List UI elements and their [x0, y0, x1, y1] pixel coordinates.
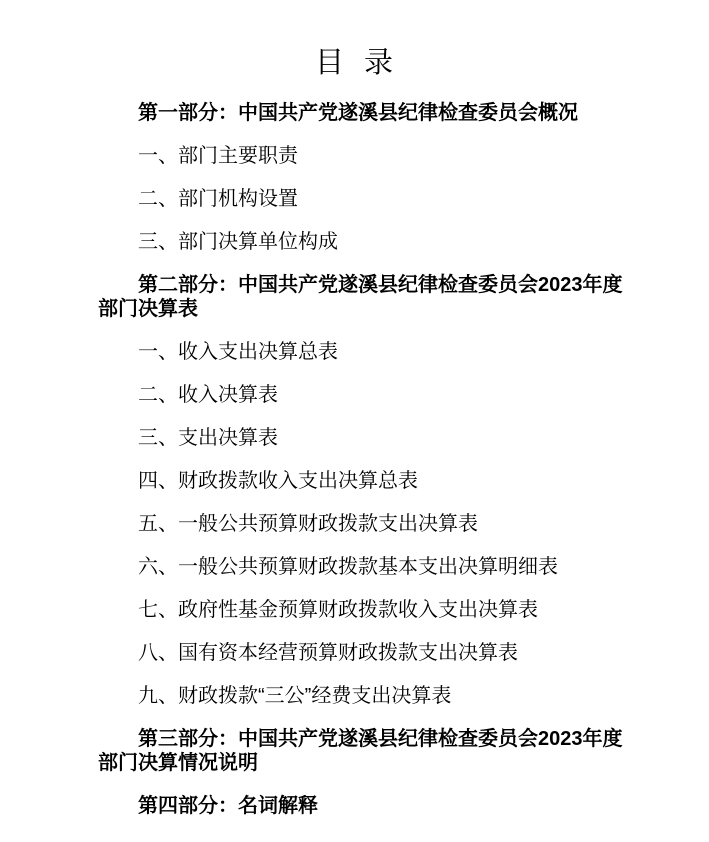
toc-item: 三、部门决算单位构成: [138, 231, 338, 253]
toc-item: 一、部门主要职责: [138, 145, 298, 167]
toc-item: 三、支出决算表: [138, 427, 278, 449]
toc-content: [0, 101, 709, 818]
toc-item: 九、财政拨款“三公”经费支出决算表: [138, 685, 452, 707]
toc-heading-line: 第三部分：中国共产党遂溪县纪律检查委员会2023年度: [138, 728, 623, 750]
toc-heading-line: 部门决算情况说明: [98, 752, 258, 774]
toc-item: 六、一般公共预算财政拨款基本支出决算明细表: [138, 556, 558, 578]
toc-heading-part-2: [98, 273, 639, 321]
toc-item: 一、收入支出决算总表: [138, 341, 338, 363]
toc-item: 八、国有资本经营预算财政拨款支出决算表: [138, 642, 518, 664]
toc-heading-line: 部门决算表: [98, 298, 198, 320]
toc-item: 二、收入决算表: [138, 384, 278, 406]
toc-title: 目 录: [314, 47, 395, 79]
toc-item: 七、政府性基金预算财政拨款收入支出决算表: [138, 599, 538, 621]
toc-heading-part-4: 第四部分：名词解释: [138, 795, 318, 817]
toc-heading-part-3: [98, 727, 639, 775]
toc-heading-part-1: 第一部分：中国共产党遂溪县纪律检查委员会概况: [138, 102, 578, 124]
toc-item: 二、部门机构设置: [138, 188, 298, 210]
toc-heading-line: 第二部分：中国共产党遂溪县纪律检查委员会2023年度: [138, 274, 623, 296]
toc-item: 四、财政拨款收入支出决算总表: [138, 470, 418, 492]
toc-item: 五、一般公共预算财政拨款支出决算表: [138, 513, 478, 535]
